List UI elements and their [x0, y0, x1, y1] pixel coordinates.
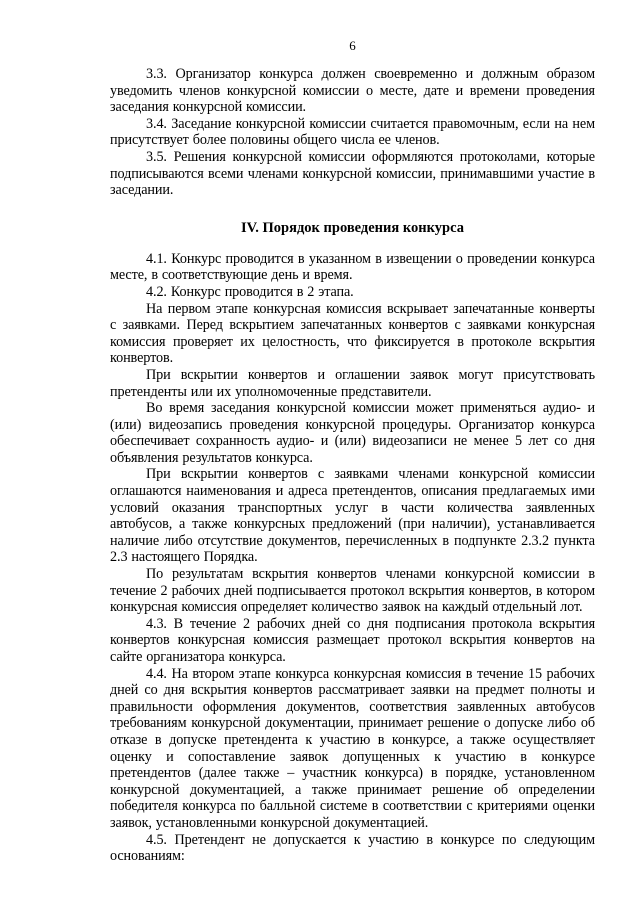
paragraph-3-4: 3.4. Заседание конкурсной комиссии считается правомочным, если на нем присутствует более половины общего числа ее членов.: [110, 115, 595, 149]
paragraph-recording: Во время заседания конкурсной комиссии может применяться аудио- и (или) видеозапись проведения конкурсной процедуры. Организатор конкурса обеспечивает сохранность аудио- и (или) видеозаписи не менее 5 лет со дня объявления результатов конкурса.: [110, 400, 595, 466]
paragraph-opening-protocol: По результатам вскрытия конвертов членами конкурсной комиссии в течение 2 рабочих дней подписывается протокол вскрытия конвертов, в котором конкурсная комиссия определяет количество заявок на каждый отдельный лот.: [110, 566, 595, 616]
paragraph-4-5: 4.5. Претендент не допускается к участию в конкурсе по следующим основаниям:: [110, 831, 595, 865]
paragraph-first-stage: На первом этапе конкурсная комиссия вскрывает запечатанные конверты с заявками. Перед вскрытием запечатанных конвертов с заявками конкурсная комиссия проверяет их целостность, что фиксируется в протоколе вскрытия конвертов.: [110, 300, 595, 367]
paragraph-4-4: 4.4. На втором этапе конкурса конкурсная комиссия в течение 15 рабочих дней со дня вскрытия конвертов рассматривает заявки на предмет полноты и правильности оформления документов, соответствия заявленных автобусов требованиям конкурсной документации, принимает решение о допуске либо об отказе в допуске претендента к участию в конкурсе, а также осуществляет оценку и сопоставление заявок допущенных к участию в конкурсе претендентов (далее также – участник конкурса) в порядке, установленном конкурсной документацией, а также принимает решение об определении победителя конкурса по балльной системе в соответствии с критериями оценки заявок, установленными конкурсной документацией.: [110, 665, 595, 831]
paragraph-4-3: 4.3. В течение 2 рабочих дней со дня подписания протокола вскрытия конвертов конкурсная комиссия размещает протокол вскрытия конвертов на сайте организатора конкурса.: [110, 615, 595, 665]
paragraph-opening-announcement: При вскрытии конвертов с заявками членами конкурсной комиссии оглашаются наименования и адреса претендентов, описания предлагаемых ими условий оказания транспортных услуг в части количества заявленных автобусов, а также конкурсных предложений (при наличии), устанавливается наличие либо отсутствие документов, перечисленных в подпункте 2.3.2 пункта 2.3 настоящего Порядка.: [110, 466, 595, 566]
page-number: 6: [349, 38, 356, 53]
document-page: [110, 38, 595, 865]
paragraph-attendance: При вскрытии конвертов и оглашении заявок могут присутствовать претенденты или их уполномоченные представители.: [110, 366, 595, 400]
paragraph-4-2: 4.2. Конкурс проводится в 2 этапа.: [146, 283, 354, 300]
paragraph-4-1: 4.1. Конкурс проводится в указанном в извещении о проведении конкурса месте, в соответствующие день и время.: [110, 250, 595, 284]
section-4-heading: IV. Порядок проведения конкурса: [241, 219, 464, 236]
paragraph-3-5: 3.5. Решения конкурсной комиссии оформляются протоколами, которые подписываются всеми членами конкурсной комиссии, принимавшими участие в заседании.: [110, 148, 595, 199]
paragraph-3-3: 3.3. Организатор конкурса должен своевременно и должным образом уведомить членов конкурсной комиссии о месте, дате и времени проведения заседания конкурсной комиссии.: [110, 66, 595, 116]
